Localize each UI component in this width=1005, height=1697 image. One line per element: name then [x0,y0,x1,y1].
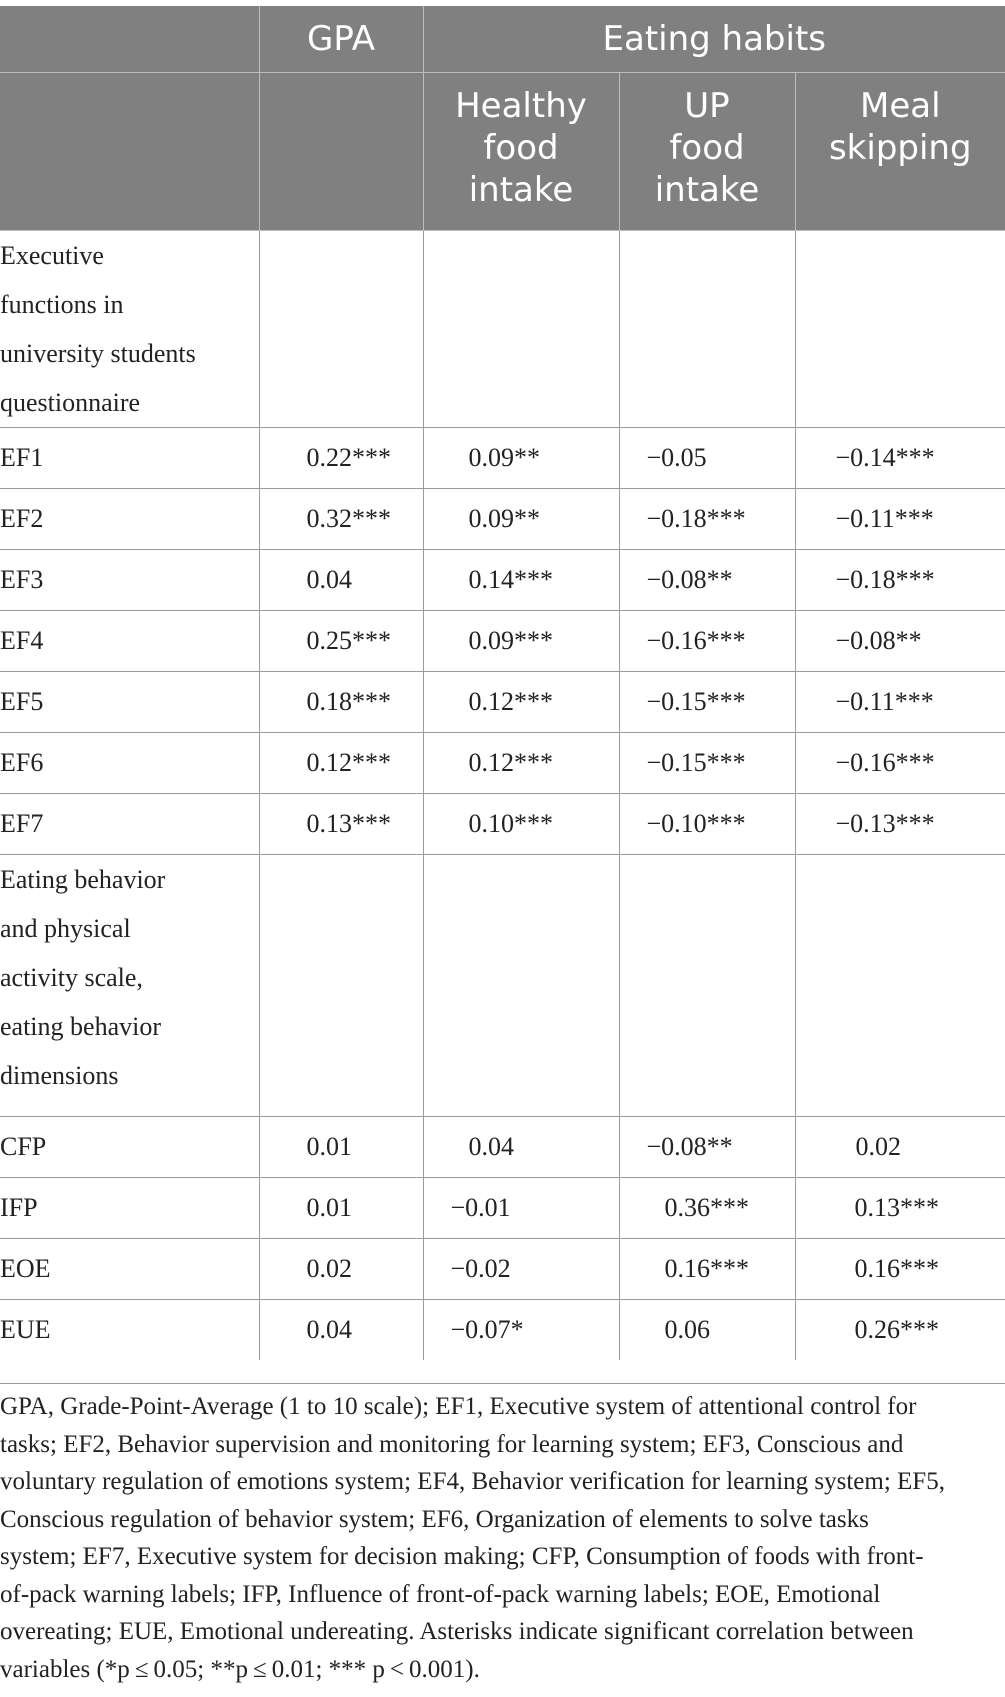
cell-skip: −0.16*** [795,732,1005,793]
cell-up: −0.10*** [619,793,795,854]
section-title-line: eating behavior [0,1011,161,1041]
header-empty-cell [0,72,259,230]
cell-gpa: 0.32*** [259,488,423,549]
cell-gpa: 0.25*** [259,610,423,671]
table-row [0,732,1005,793]
footnote-line: system; EF7, Executive system for decision making; CFP, Consumption of foods with front- [0,1543,924,1570]
cell-up: −0.16*** [619,610,795,671]
header-empty-cell [0,6,259,72]
section-title-line: Executive [0,240,104,270]
row-label: EF4 [0,610,259,671]
section-title-line: dimensions [0,1060,119,1090]
header-meal-skipping [795,72,1005,230]
section-title-line: functions in [0,289,124,319]
section-title-line: questionnaire [0,387,141,417]
header-empty-cell [259,72,423,230]
header-line: intake [468,169,574,210]
header-line: UP [684,85,730,126]
cell-skip: −0.11*** [795,671,1005,732]
header-line: Healthy [455,85,587,126]
empty-cell [423,230,619,427]
cell-up: 0.06 [619,1299,795,1360]
cell-healthy: 0.12*** [423,732,619,793]
cell-gpa: 0.22*** [259,427,423,488]
empty-cell [619,854,795,1116]
footnote-line: of-pack warning labels; IFP, Influence of front-of-pack warning labels; EOE, Emotional [0,1580,881,1608]
cell-healthy: 0.12*** [423,671,619,732]
row-label: EF1 [0,427,259,488]
empty-cell [795,230,1005,427]
header-line: food [483,127,559,168]
table-row [0,549,1005,610]
cell-healthy: 0.14*** [423,549,619,610]
footnote-line: voluntary regulation of emotions system; EF4, Behavior verification for learning system; EF5, [0,1468,945,1495]
row-label: EUE [0,1299,259,1360]
cell-healthy: −0.02 [423,1238,619,1299]
cell-skip: −0.11*** [795,488,1005,549]
footnote-line: Conscious regulation of behavior system; EF6, Organization of elements to solve tasks [0,1505,869,1533]
section-title-eating-behavior [0,854,259,1116]
row-label: EF5 [0,671,259,732]
table-bottom-rule [0,1383,1005,1384]
cell-up: −0.15*** [619,732,795,793]
table-row [0,488,1005,549]
section-title-executive-functions [0,230,259,427]
table-row [0,1238,1005,1299]
row-label: EOE [0,1238,259,1299]
cell-skip: 0.02 [795,1116,1005,1177]
cell-gpa: 0.01 [259,1116,423,1177]
section-row [0,854,1005,1116]
header-line: intake [654,169,760,210]
header-line: skipping [828,127,972,168]
cell-gpa: 0.01 [259,1177,423,1238]
cell-gpa: 0.18*** [259,671,423,732]
cell-gpa: 0.02 [259,1238,423,1299]
table-row [0,1116,1005,1177]
correlation-table [0,6,1005,1360]
header-line: food [669,127,745,168]
empty-cell [259,230,423,427]
header-up-food-intake [619,72,795,230]
cell-skip: 0.13*** [795,1177,1005,1238]
header-gpa: GPA [259,6,423,72]
table-row [0,1177,1005,1238]
footnote-line: variables (*p ≤ 0.05; **p ≤ 0.01; *** p < 0.001). [0,1655,480,1683]
cell-gpa: 0.13*** [259,793,423,854]
row-label: CFP [0,1116,259,1177]
cell-gpa: 0.04 [259,1299,423,1360]
cell-skip: 0.26*** [854,1314,939,1344]
cell-healthy: 0.09** [423,488,619,549]
cell-gpa: 0.04 [259,549,423,610]
table-row [0,793,1005,854]
empty-cell [259,854,423,1116]
footnote-line: tasks; EF2, Behavior supervision and monitoring for learning system; EF3, Conscious and [0,1430,904,1458]
empty-cell [795,854,1005,1116]
table-row [0,610,1005,671]
row-label: IFP [0,1177,259,1238]
cell-skip: −0.18*** [795,549,1005,610]
table-row [0,1299,1005,1360]
cell-up: 0.16*** [619,1238,795,1299]
header-eating-habits: Eating habits [423,6,1005,72]
cell-healthy: −0.07* [423,1299,619,1360]
cell-up: 0.36*** [619,1177,795,1238]
cell-gpa: 0.12*** [259,732,423,793]
header-healthy-food-intake [423,72,619,230]
section-row [0,230,1005,427]
cell-skip: −0.13*** [795,793,1005,854]
cell-healthy: 0.09*** [423,610,619,671]
section-title-line: university students [0,338,196,368]
section-title-line: and physical [0,913,131,943]
row-label: EF2 [0,488,259,549]
cell-up: −0.15*** [619,671,795,732]
cell-up: −0.18*** [619,488,795,549]
row-label: EF7 [0,793,259,854]
cell-healthy: 0.10*** [423,793,619,854]
table-row [0,671,1005,732]
header-line: Meal [859,85,941,126]
footnote-line: overeating; EUE, Emotional undereating. Asterisks indicate significant correlation between [0,1618,914,1645]
cell-skip: −0.14*** [795,427,1005,488]
cell-healthy: 0.04 [423,1116,619,1177]
empty-cell [619,230,795,427]
cell-up: −0.08** [619,1116,795,1177]
cell-healthy: 0.09** [423,427,619,488]
cell-skip: −0.08** [795,610,1005,671]
empty-cell [423,854,619,1116]
cell-healthy: −0.01 [423,1177,619,1238]
footnote-line: GPA, Grade-Point-Average (1 to 10 scale); EF1, Executive system of attentional control for [0,1393,917,1420]
cell-up: −0.05 [619,427,795,488]
row-label: EF6 [0,732,259,793]
table-footnote [0,1388,1005,1688]
section-title-line: activity scale, [0,962,143,992]
cell-skip: 0.16*** [795,1238,1005,1299]
row-label: EF3 [0,549,259,610]
section-title-line: Eating behavior [0,864,166,894]
cell-up: −0.08** [619,549,795,610]
table-row [0,427,1005,488]
